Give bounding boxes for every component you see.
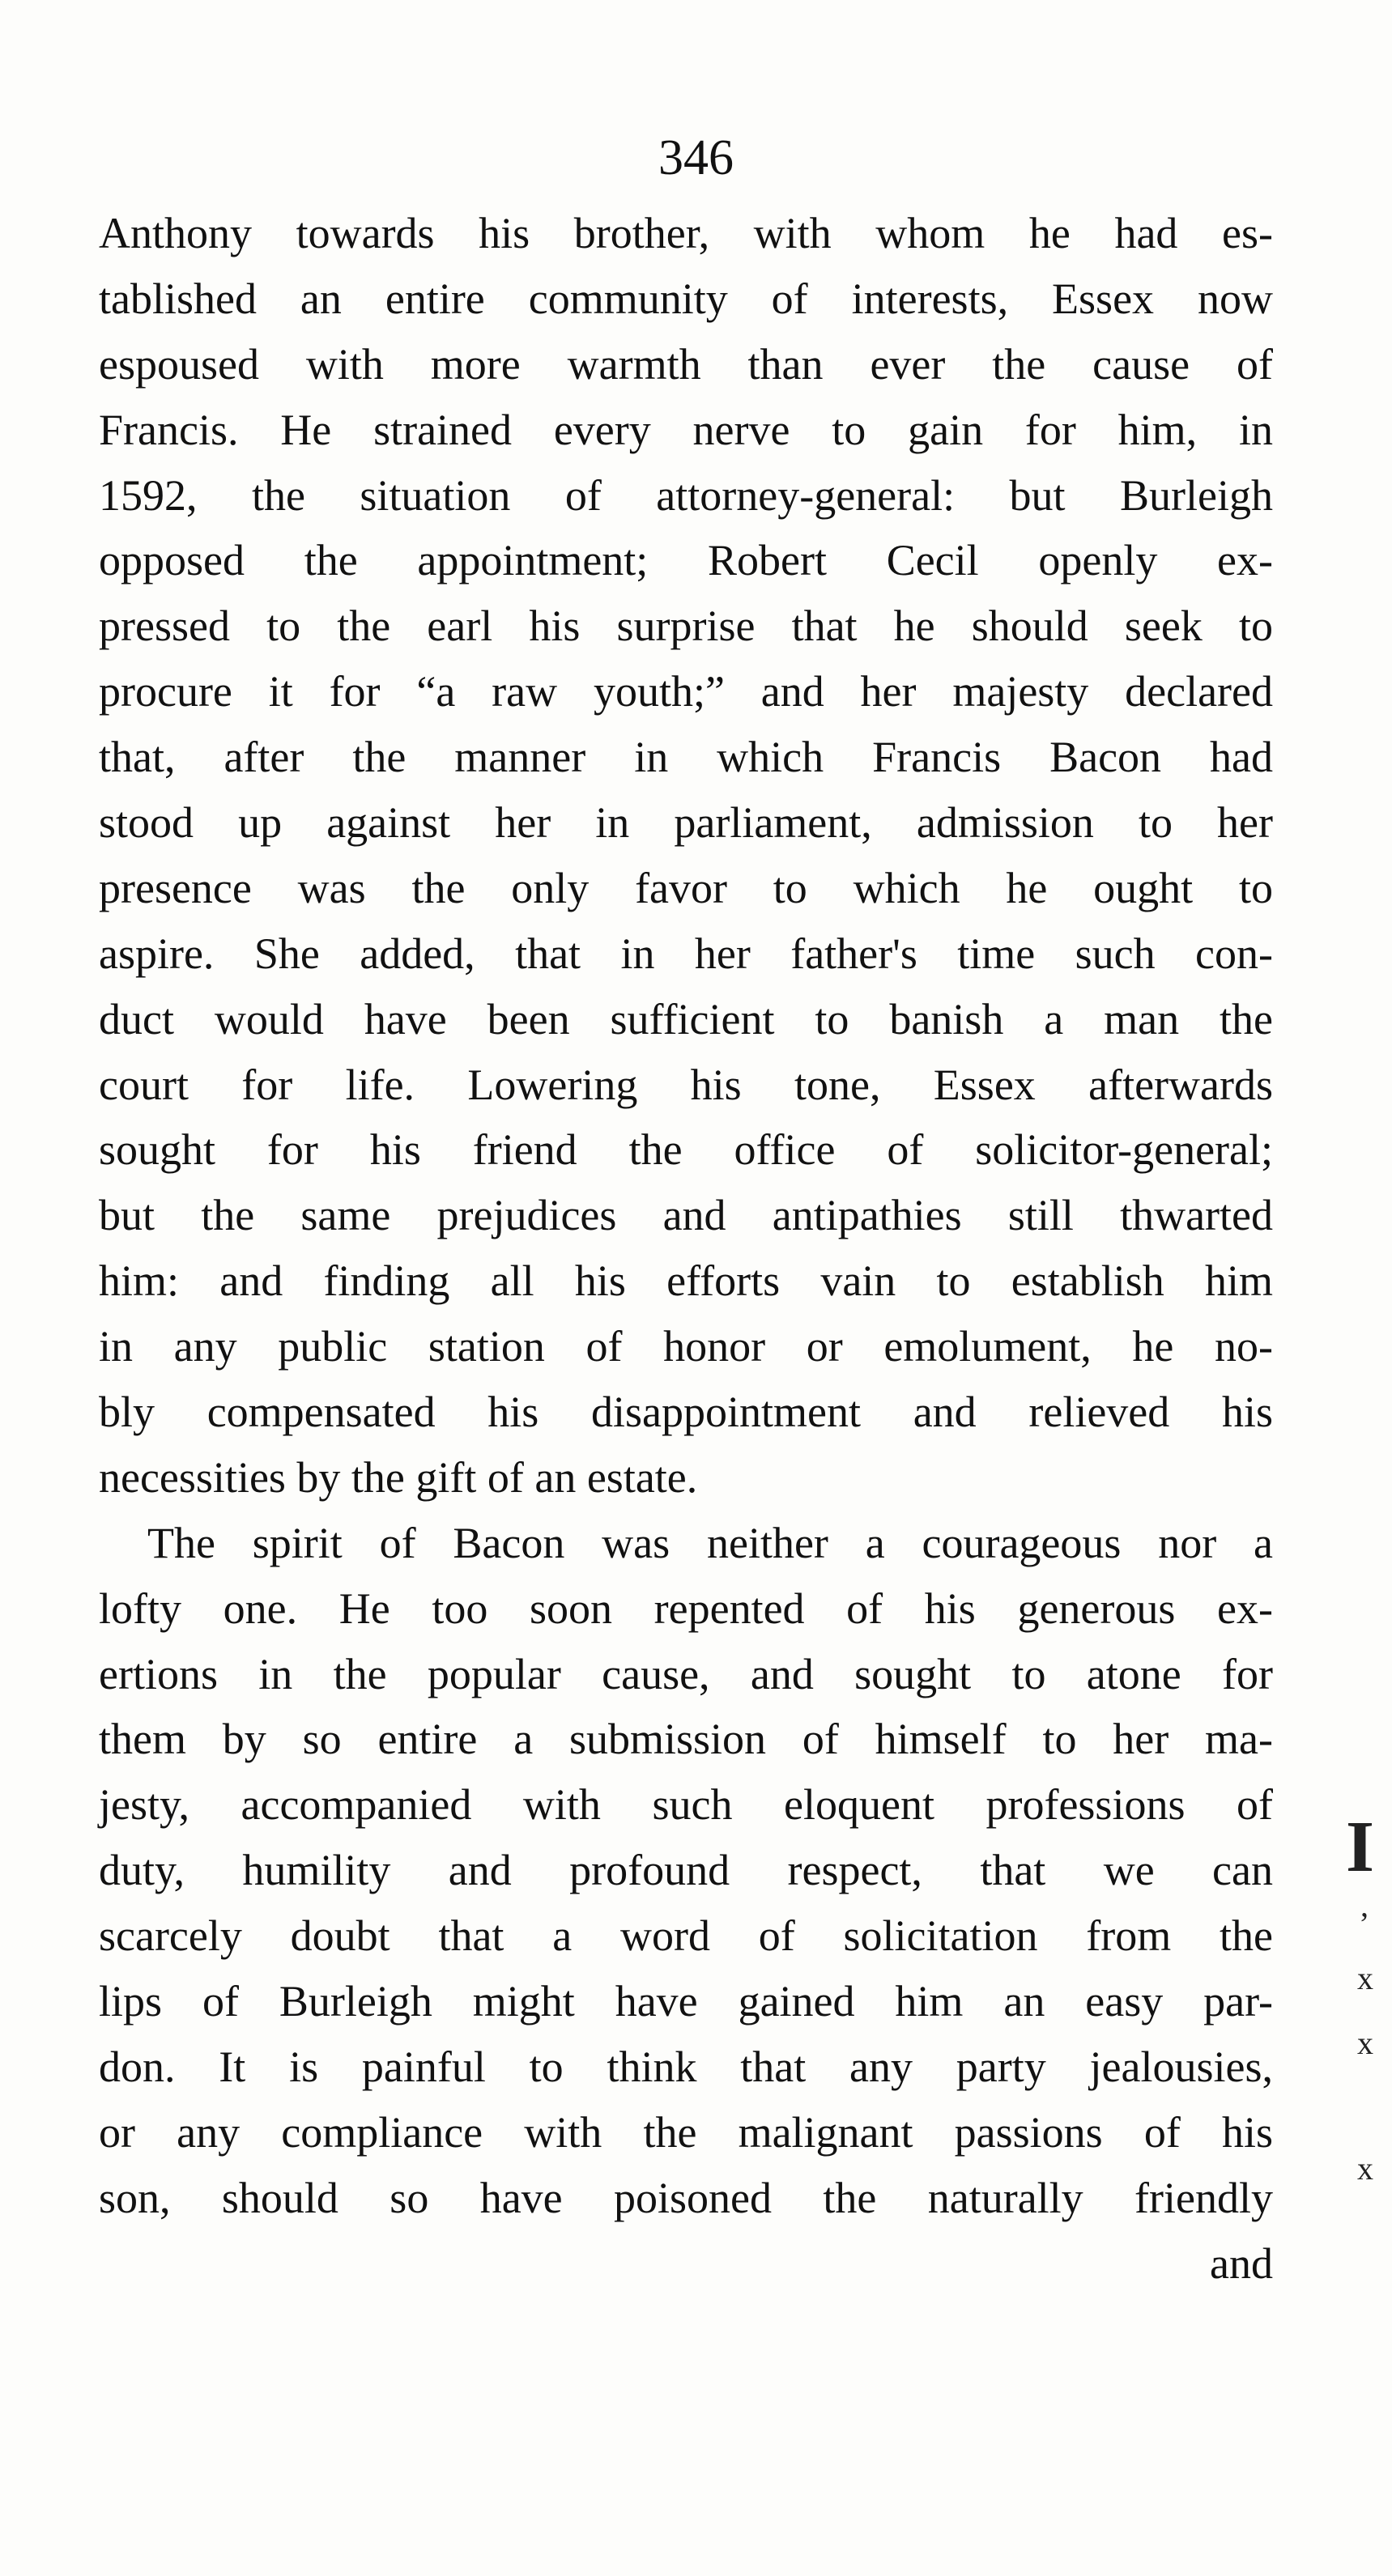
text-line: Anthony towards his brother, with whom he had es- — [99, 209, 1273, 257]
margin-mark: I — [1346, 1807, 1375, 1887]
text-line: son, should so have poisoned the naturally friendly — [99, 2173, 1273, 2222]
text-line: but the same prejudices and antipathies still thwarted — [99, 1191, 1273, 1240]
text-line: 1592, the situation of attorney-general: but Burleigh — [99, 470, 1273, 520]
body-text — [99, 201, 1273, 2297]
text-line: lips of Burleigh might have gained him an easy par- — [99, 1977, 1273, 2026]
text-line: bly compensated his disappointment and relieved his — [99, 1388, 1273, 1437]
catchword: and — [1210, 2238, 1273, 2288]
text-line: tablished an entire community of interests, Essex now — [99, 274, 1273, 323]
text-line: him: and finding all his efforts vain to establish him — [99, 1256, 1273, 1306]
text-line: court for life. Lowering his tone, Essex afterwards — [99, 1060, 1273, 1109]
text-line: necessities by the gift of an estate. — [99, 1452, 698, 1502]
text-line: don. It is painful to think that any party jealousies, — [99, 2042, 1273, 2091]
text-line: ertions in the popular cause, and sought to atone for — [99, 1649, 1273, 1698]
margin-mark: x — [1357, 1960, 1373, 1996]
text-line: The spirit of Bacon was neither a courageous nor a — [147, 1518, 1273, 1567]
text-line: in any public station of honor or emolument, he no- — [99, 1322, 1273, 1371]
text-line: pressed to the earl his surprise that he should seek to — [99, 601, 1273, 651]
margin-mark: x — [1357, 2025, 1373, 2061]
text-line: stood up against her in parliament, admission to her — [99, 798, 1273, 848]
text-line: sought for his friend the office of solicitor-general; — [99, 1125, 1273, 1175]
margin-mark: x — [1357, 2150, 1373, 2187]
page-number: 346 — [658, 130, 734, 185]
text-line: opposed the appointment; Robert Cecil openly ex- — [99, 536, 1273, 585]
text-line: duty, humility and profound respect, that we can — [99, 1846, 1273, 1895]
text-line: presence was the only favor to which he ought to — [99, 863, 1273, 912]
paragraph-1 — [99, 201, 1273, 1511]
text-line: them by so entire a submission of himself to her ma- — [99, 1715, 1273, 1764]
text-line: Francis. He strained every nerve to gain for him, in — [99, 405, 1273, 454]
margin-mark: , — [1360, 1887, 1369, 1923]
text-line: or any compliance with the malignant passions of his — [99, 2107, 1273, 2157]
text-line: scarcely doubt that a word of solicitation from the — [99, 1911, 1273, 1961]
text-line: jesty, accompanied with such eloquent professions of — [99, 1780, 1273, 1830]
text-line: lofty one. He too soon repented of his generous ex- — [99, 1583, 1273, 1633]
text-line: procure it for “a raw youth;” and her majesty declared — [99, 667, 1273, 716]
paragraph-2 — [99, 1511, 1273, 2231]
text-line: aspire. She added, that in her father's time such con- — [99, 929, 1273, 978]
text-line: that, after the manner in which Francis Bacon had — [99, 733, 1273, 782]
text-line: duct would have been sufficient to banish a man the — [99, 994, 1273, 1044]
text-line: espoused with more warmth than ever the cause of — [99, 339, 1273, 389]
